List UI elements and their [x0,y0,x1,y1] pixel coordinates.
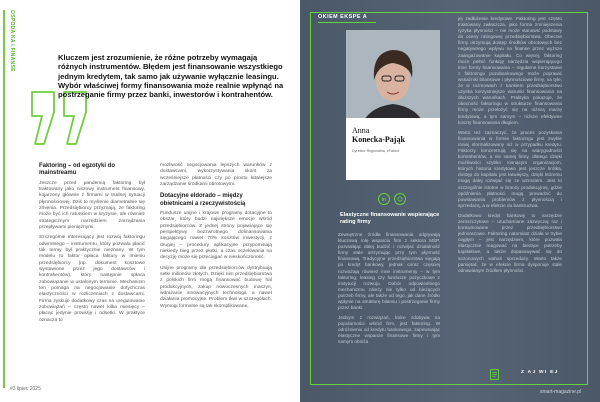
paragraph: Szczególnie interesujący jest rozwój faktoringu odwrotnego – instrumentu, który pozwala płacić tak termy był praktycznie nieznany. W tym modelu to faktor opłaca faktury w imieniu przedsiębiorcy (np. dokument kosztowe wystawione przez jego dostawców i kontrahentów), który następnie spłaca zobowiązanie w ustalonym terminie. Mechanizm ten pomaga na negocjowanie dotychczas elastyczności w rozliczeniach z dostawcami. Firma zyskuje dodatkowy czas na uregulowanie zobowiązań – często nawet kilka miesięcy – płacąc jedynie prowizję i odsetki. W praktyce oznacza to [39,235,145,323]
section-tag [8,10,16,120]
svg-text:in: in [381,197,387,202]
paragraph: Zewnętrzne źródła finansowania odgrywają kluczową rolę wsparciu firm z sektora MŚP, pozwalając dalej budzić i rozwijać działalność firmy stale utrzymując przy tym płynność finansową. Tradycyjne przedsiębiorstwa sięgają po kredyt bankowy, jednak coraz częściej rozważają również inne instrumenty – w tym faktoring, leasing czy fundusze pożyczkowe z instytucji rozwoju. Dobór odpowiedniego mechanizmu zależy nie tylko od bieżących potrzeb firmy, ale także od tego, jak dane źródło wpłynie na strukturę bilansu i postrzeganie firmy przez banki. [338,232,440,311]
share-icon[interactable] [394,193,406,205]
paragraph: Unijne programy dla przedsiębiorców dystrybuują setki milionów złotych. Dzięki nim przedsiębiorstwa z polskich firm mogą finansować budowę hal produkcyjnych, zakup nowoczesnych maszyn, wdrażanie innowacyjnych technologii, a nawet działania promocyjne. Problem tkwi w szczegółach. Wymogi formalne są tak skomplikowane, [160,265,272,309]
last-name: Konecka-Pająk [352,135,405,144]
paragraph: Fundusze unijne i krajowe programy dotacyjne to obszar, który budzi największe emocje wśród przedsiębiorców. Z jednej strony pojawiające się perspektywy bezzwrotnego dofinansowania sięgającego nawet 70% kosztów inwestycji, z drugiej – procedury aplikacyjne przypominają niekiedy bieg przez płotki, a czas oczekiwania na decyzję może się przeciągać w nieskończoność. [160,210,272,261]
column-1 [39,163,145,324]
paragraph: możliwość negocjowania lepszych warunków z dostawcami, wykorzystywania skont za wcześniejsze płatności czy po prostu łatwiejsze zarządzanie środkami obrotowymi. [160,163,272,188]
paragraph: jej zadłużenie kredytowe. Faktoring jest często traktowany zwłaszcza, jako forma zmniejszenia ryzyka płynności – nie może stanowić podstawy do oceny ratingowej przedsiębiorstwa. Obecnie firmy otrzymują dostęp środków obrotowych bez negatywnego wpływu na finanse przez wyższe zaangażowanie kapitału. Co więcej, faktoring może pełnić funkcję narzędzia wspierającego inne formy finansowania – regularne korzystanie z faktoringu pozabankowego może poprawić wskaźniki bilansowe i płynnościowe firmy, na tyle, że w rozmowach z bankiem przedsiębiorstwo uzyska korzystniejsze warunki finansowania na dłuższych warunkach. Praktyka pokazuje, że obecność faktoringu w strukturze finansowania firmy może przełożyć się na niższą marżę kredytową, a tym samym – niższe efektywne koszty finansowania długiem. [458,16,562,125]
document-end-icon [490,367,499,378]
paragraph: Jeszcze przed pandemią faktoring był traktowany jako niszowy instrument finansowy, kojarzony głównie z firmami w trudnej sytuacji płynnościowej. Dziś to myślenie diametralnie się zmienia. Przedsiębiorcy przyznają, że faktoring może być ich ratunkiem w kryzysie, ale również strategicznym narzędziem zarządzania przepływami pieniężnymi. [39,180,145,230]
lead-paragraph: Kluczem jest zrozumienie, że różne potrzeby wymagają różnych instrumentów. Błędem jest finansowanie wszystkiego jednym kredytem, tak samo jak używanie wyłącznie leasingu. Wybór właściwej formy finansowania może realnie wpłynąć na postrzeganie firmy przez banki, inwestorów i kontrahentów. [58,53,284,100]
paragraph: Jednym z rozwiązań, które zdobywa na popularności wśród firm, jest faktoring. W odróżnieniu od kredytu bankowego, zapewniając elastyczne wsparcie finansowe firmy i tym samym obniża [338,314,440,345]
expert-underline [318,22,376,23]
paragraph: Dodatkowo kredyt bankowy to narzędzie zeroszczytowe – uruchamiane zazwyczaj raz i konsumowane przez przedsiębiorstwo jednorazowo. Faktoring natomiast działa w trybie ciągłym – jest narzędziem, które pozwala elastycznie reagować na bieżące potrzeby kapitałowe, a także dopasowywać się do sezonowych wahań sprzedaży. Warto także pamiętać, że w efekcie firma dysponuje stale odnawianym źródłem płynności. [458,212,562,273]
right-column-1 [338,232,440,345]
accent-line [3,10,5,388]
subhead-faktoring: Faktoring – od egzotyki do mainstreamu [39,163,116,177]
site-footer: smart-magazine.pl [540,389,582,395]
section-tag-label: OSPODA KA I FINANSE [9,10,15,72]
subhead-dotacyjne: Dotacyjne eldorado – między obietnicami a rzeczywistością [160,193,246,207]
paragraph: Warto też zaznaczyć, że proces pozyskania finansowania w formie faktoringu jest zwykle mniej sformalizowany niż w przypadku kredytu. Faktorzy koncentrują się na wiarygodności kontrahentów, a nie samej firmy, dlatego dzięki możliwości szybko rosnącym organizacjom, których historia kredytowa jest jeszcze krótka, dostęp do kapitału jest łatwiejszy, dzięki któremu mogą dalej rozwijać się ze wzrostem. Jest to szczególnie istotne w branży produkcyjnej, gdzie opóźnienia płatności mogą prowadzić do powstawania problemów z płynnością i sprzedażą, a w efekcie do bankructwa. [458,129,562,208]
expert-label: OKIEM EKSPE A [318,14,368,20]
zajrzyj-wiecej-link[interactable]: Z AJ WI EJ [521,370,559,375]
box-title: Elastyczne finansowanie wspierające rating firmy [340,212,440,225]
column-2 [160,163,272,310]
job-title: Dyrektor Regionalna, eFaktor [352,149,399,153]
linkedin-icon[interactable] [378,193,390,205]
first-name: Anna [352,126,370,135]
right-column-2 [458,16,562,274]
issue-footer: #3 lipiec 2025 [10,386,41,392]
right-page [300,0,600,402]
name-card [346,118,440,180]
